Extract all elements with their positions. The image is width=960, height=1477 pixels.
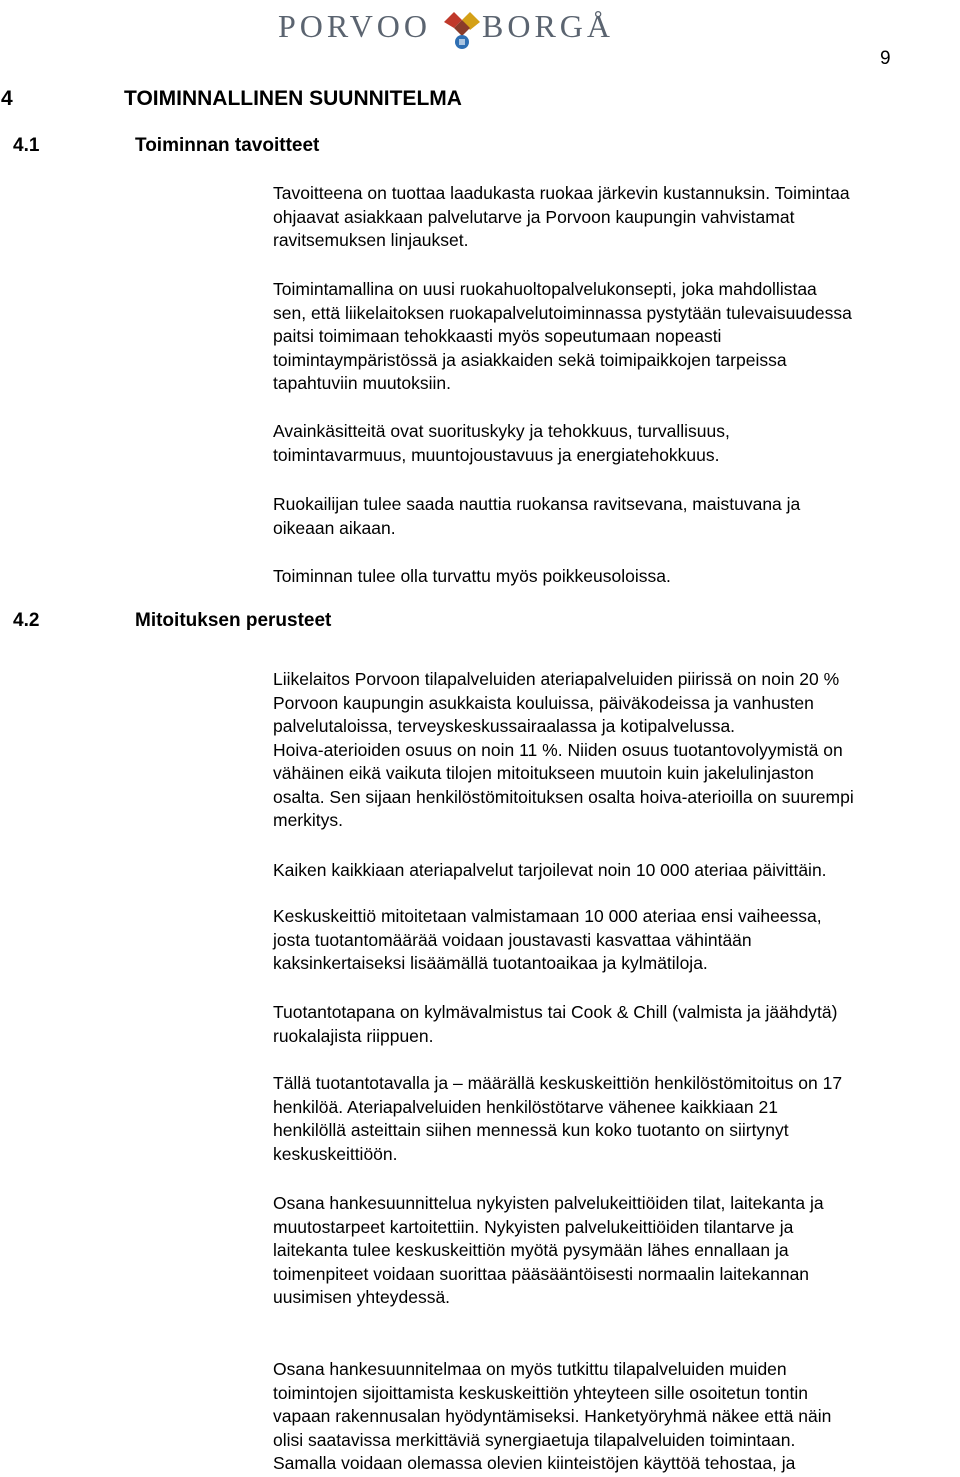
text-line: Tällä tuotantotavalla ja – määrällä keskuskeittiön henkilöstömitoitus on 17 [273, 1073, 843, 1093]
text-line: palvelutaloissa, terveyskeskussairaalassa ja kotipalvelussa. [273, 716, 736, 736]
text-line: Avainkäsitteitä ovat suorituskyky ja tehokkuus, turvallisuus, [273, 421, 730, 441]
text-line: Samalla voidaan olemassa olevien kiinteistöjen käyttöä tehostaa, ja [273, 1453, 796, 1473]
page-number: 9 [880, 48, 891, 69]
text-line: sen, että liikelaitoksen ruokapalvelutoiminnassa pystytään tulevaisuudessa [273, 302, 852, 323]
text-line: Liikelaitos Porvoon tilapalveluiden ateriapalveluiden piirissä on noin 20 % [273, 669, 840, 689]
text-line: vapaan rakennusalan hyödyntämiseksi. Hanketyöryhmä näkee että näin [273, 1406, 832, 1426]
text-line: paitsi toimimaan tehokkaasti myös sopeutumaan nopeasti [273, 326, 722, 346]
text-line: merkitys. [273, 810, 343, 830]
subsection-number: 4.2 [13, 610, 40, 631]
paragraph-coverage [273, 668, 960, 833]
porvoo-borga-logo [272, 6, 622, 52]
text-line: Kaiken kaikkiaan ateriapalvelut tarjoilevat noin 10 000 ateriaa päivittäin. [273, 860, 827, 880]
paragraph-diners [273, 493, 960, 540]
text-line: tapahtuviin muutoksiin. [273, 373, 452, 393]
text-line: toimintojen sijoittamista keskuskeittiön yhteyteen sille osoitetun tontin [273, 1382, 808, 1403]
text-line: vähäinen eikä vaikuta tilojen mitoitukseen muutoin kuin jakelulinjaston [273, 763, 814, 783]
text-line: toimenpiteet voidaan suorittaa pääsääntöisesti normaalin laitekannan [273, 1263, 810, 1284]
text-line: osalta. Sen sijaan henkilöstömitoituksen osalta hoiva-aterioilla on suurempi [273, 786, 854, 807]
paragraph-daily-meals [273, 859, 960, 883]
text-line: uusimisen yhteydessä. [273, 1287, 451, 1307]
text-line: Tavoitteena on tuottaa laadukasta ruokaa järkevin kustannuksin. Toimintaa [273, 183, 850, 203]
logo-text-porvoo: PORVOO [278, 8, 432, 44]
text-line: Tuotantotapana on kylmävalmistus tai Cook & Chill (valmista ja jäähdytä) [273, 1002, 838, 1022]
text-line: ruokalajista riippuen. [273, 1025, 434, 1046]
text-line: josta tuotantomäärää voidaan joustavasti kasvattaa vähintään [273, 929, 752, 950]
paragraph-service-kitchens [273, 1192, 960, 1310]
paragraph-key-concepts [273, 420, 960, 467]
text-line: Osana hankesuunnitelmaa on myös tutkittu tilapalveluiden muiden [273, 1359, 787, 1379]
text-line: Osana hankesuunnittelua nykyisten palvelukeittiöiden tilat, laitekanta ja [273, 1193, 824, 1213]
text-line: Ruokailijan tulee saada nauttia ruokansa ravitsevana, maistuvana ja [273, 494, 801, 514]
text-line: toimintavarmuus, muuntojoustavuus ja energiatehokkuus. [273, 444, 720, 465]
text-line: henkilöllä asteittain siihen mennessä kun koko tuotanto on siirtynyt [273, 1120, 789, 1140]
paragraph-other-functions [273, 1358, 960, 1476]
text-line: muutostarpeet kartoitettiin. Nykyisten palvelukeittiöiden tilantarve ja [273, 1216, 794, 1237]
text-line: Porvoon kaupungin asukkaista kouluissa, päiväkodeissa ja vanhusten [273, 692, 814, 713]
subsection-number: 4.1 [13, 135, 40, 156]
section-title: TOIMINNALLINEN SUUNNITELMA [124, 87, 462, 110]
text-line: olisi saatavissa merkittäviä synergiaetuja tilapalveluiden toimintaan. [273, 1429, 796, 1450]
paragraph-emergency [273, 565, 960, 589]
city-emblem-icon [440, 6, 484, 52]
text-line: kaksinkertaiseksi lisäämällä tuotantoaikaa ja kylmätiloja. [273, 953, 708, 973]
section-number: 4 [1, 87, 13, 110]
paragraph-staffing [273, 1072, 960, 1166]
text-line: Hoiva-aterioiden osuus on noin 11 %. Niiden osuus tuotantovolyymistä on [273, 739, 843, 760]
text-line: Toiminnan tulee olla turvattu myös poikkeusoloissa. [273, 566, 671, 586]
paragraph-production-method [273, 1001, 960, 1048]
text-line: keskuskeittiöön. [273, 1143, 398, 1164]
paragraph-operating-model [273, 278, 960, 396]
text-line: ohjaavat asiakkaan palvelutarve ja Porvoon kaupungin vahvistamat [273, 206, 795, 227]
text-line: toimintaympäristössä ja asiakkaiden sekä toimipaikkojen tarpeissa [273, 349, 787, 370]
text-line: ravitsemuksen linjaukset. [273, 230, 469, 250]
text-line: henkilöä. Ateriapalveluiden henkilöstötarve vähenee kaikkiaan 21 [273, 1096, 778, 1117]
text-line: Toimintamallina on uusi ruokahuoltopalvelukonsepti, joka mahdollistaa [273, 279, 817, 299]
paragraph-goal [273, 182, 960, 253]
logo-text-borga: BORGÅ [482, 8, 615, 44]
text-line: oikeaan aikaan. [273, 517, 396, 538]
text-line: Keskuskeittiö mitoitetaan valmistamaan 10 000 ateriaa ensi vaiheessa, [273, 906, 822, 926]
subsection-title: Mitoituksen perusteet [135, 610, 332, 631]
text-line: laitekanta tulee keskuskeittiön myötä pysymään lähes ennallaan ja [273, 1240, 789, 1260]
paragraph-central-kitchen [273, 905, 960, 976]
subsection-title: Toiminnan tavoitteet [135, 135, 320, 156]
